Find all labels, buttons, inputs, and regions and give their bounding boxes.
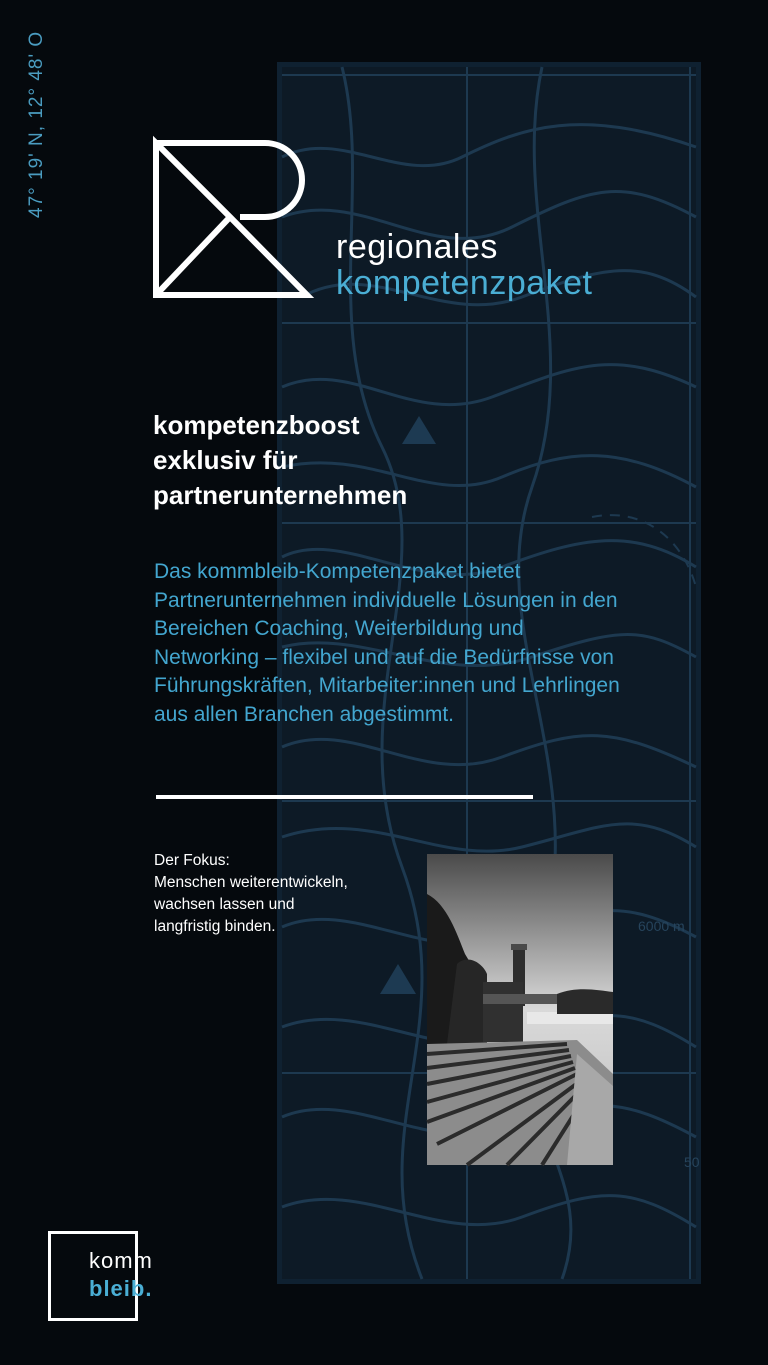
- headline-line3: partnerunternehmen: [153, 480, 408, 510]
- focus-line2: Menschen weiterentwickeln,: [154, 874, 348, 891]
- focus-line1: Der Fokus:: [154, 852, 230, 869]
- description-text: Das kommbleib-Kompetenzpaket bietet Partnerunternehmen individuelle Lösungen in den Bereichen Coaching, Weiterbildung und Networking – flexibel und auf die Bedürfnisse von Führungskräften, Mitarbeiter:innen und Lehrlingen aus allen Branchen abgestimmt.: [154, 560, 620, 726]
- elevation-label-2: 50: [684, 1154, 700, 1170]
- headline-line1: kompetenzboost: [153, 410, 360, 440]
- triangle-marker-icon-2: [380, 964, 416, 994]
- elevation-label: 6000 m: [638, 918, 685, 934]
- focus-line4: langfristig binden.: [154, 918, 276, 935]
- architecture-photo: [427, 854, 613, 1165]
- kommbleib-logo: [48, 1231, 153, 1321]
- brand-title-line2: kompetenzpaket: [336, 264, 593, 302]
- coordinates-label: 47° 19' N, 12° 48' O: [26, 30, 47, 218]
- focus-line3: wachsen lassen und: [154, 896, 295, 913]
- regionales-logo-icon: [152, 140, 312, 300]
- brand-title-line1: regionales: [336, 228, 498, 266]
- divider: [156, 795, 533, 799]
- headline: [153, 408, 407, 513]
- kommbleib-logo-line1: komm: [89, 1248, 153, 1273]
- focus-text: [154, 850, 348, 938]
- headline-line2: exklusiv für: [153, 445, 298, 475]
- kommbleib-logo-line2: bleib.: [89, 1276, 153, 1301]
